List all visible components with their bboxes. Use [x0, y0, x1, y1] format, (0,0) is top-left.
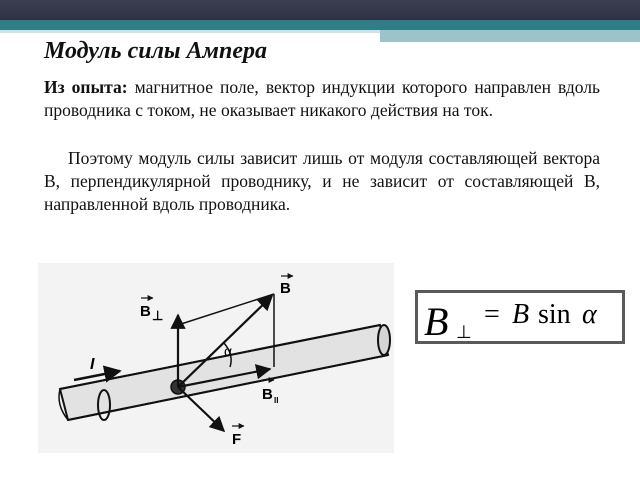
formula-equals: =	[484, 299, 500, 330]
svg-text:II: II	[274, 396, 279, 405]
formula-rhs-b: B	[512, 299, 530, 330]
svg-text:⊥: ⊥	[152, 308, 164, 323]
formula-lhs-sub: ⊥	[456, 322, 472, 342]
paragraph-experiment	[44, 76, 600, 122]
header-accent-thin	[0, 30, 380, 33]
formula-lhs: B	[424, 299, 449, 344]
current-label: I	[90, 356, 95, 373]
ampere-force-diagram	[38, 263, 394, 453]
header-accent-right	[380, 30, 640, 42]
angle-label: α	[224, 343, 233, 359]
paragraph-conclusion: Поэтому модуль силы зависит лишь от модуля составляющей вектора В, перпендикулярной проводнику, и не зависит от составляющей В, направленной вдоль проводника.	[44, 148, 600, 214]
svg-text:B: B	[280, 280, 291, 297]
formula-sin: sin	[538, 299, 571, 330]
formula-alpha: α	[582, 299, 597, 330]
svg-text:F: F	[232, 431, 242, 448]
header-bar	[0, 0, 640, 20]
svg-text:B: B	[262, 386, 273, 403]
formula-box	[415, 290, 625, 344]
svg-text:B: B	[140, 303, 151, 320]
paragraph-lead: Из опыта:	[44, 77, 128, 97]
slide-title: Модуль силы Ампера	[44, 38, 267, 64]
paragraph-text: магнитное поле, вектор индукции которого направлен вдоль проводника с током, не оказывает никакого действия на ток.	[44, 77, 601, 120]
header-accent-strip	[0, 20, 640, 30]
